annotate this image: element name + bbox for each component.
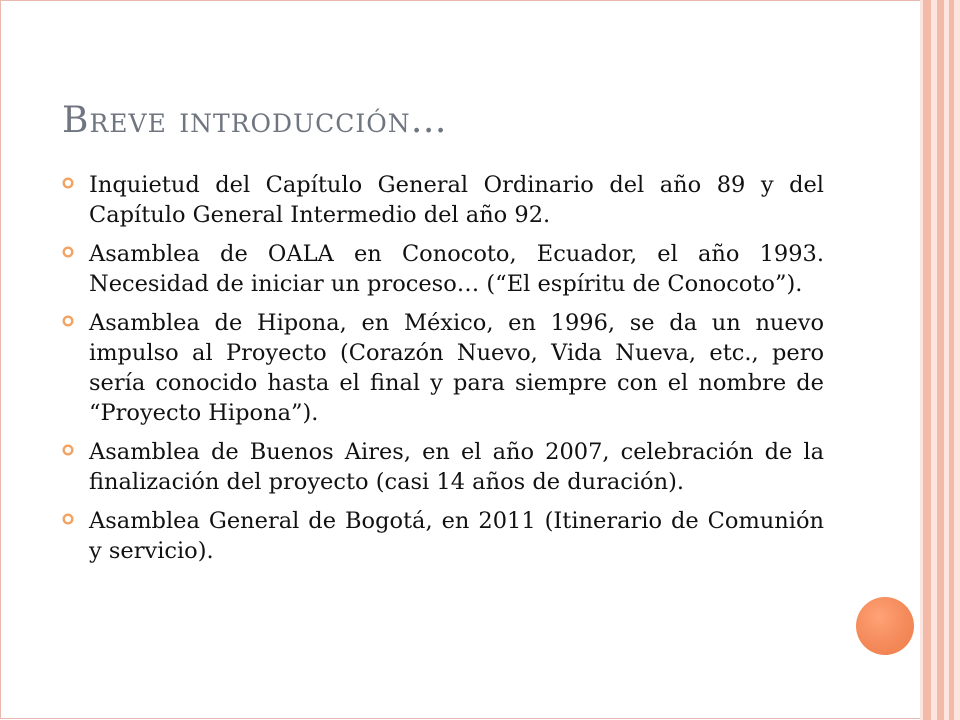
stripe <box>937 0 944 720</box>
decorative-stripes <box>920 0 960 720</box>
bullet-item <box>62 437 824 497</box>
ring-bullet-icon <box>62 246 74 258</box>
bullet-item <box>62 239 824 299</box>
bullet-list <box>62 170 824 575</box>
stripe <box>923 0 931 720</box>
bullet-item <box>62 308 824 428</box>
bullet-text: Asamblea de Hipona, en México, en 1996, se da un nuevo impulso al Proyecto (Corazón Nuevo, Vida Nueva, etc., pero sería conocido hasta el final y para siempre con el nombre de “Proyecto Hipona”). <box>89 310 824 426</box>
stripe <box>949 0 954 720</box>
bullet-text: Asamblea de OALA en Conocoto, Ecuador, el año 1993. Necesidad de iniciar un proceso… (“El espíritu de Conocoto”). <box>89 241 824 297</box>
ring-bullet-icon <box>62 444 74 456</box>
accent-circle <box>856 597 914 655</box>
ring-bullet-icon <box>62 513 74 525</box>
bullet-text: Asamblea de Buenos Aires, en el año 2007, celebración de la finalización del proyecto (casi 14 años de duración). <box>89 439 824 495</box>
bullet-item <box>62 170 824 230</box>
ring-bullet-icon <box>62 177 74 189</box>
bullet-text: Inquietud del Capítulo General Ordinario del año 89 y del Capítulo General Intermedio del año 92. <box>89 172 824 228</box>
ring-bullet-icon <box>62 315 74 327</box>
slide-title: Breve introducción… <box>62 100 448 141</box>
bullet-text: Asamblea General de Bogotá, en 2011 (Itinerario de Comunión y servicio). <box>89 508 824 564</box>
bullet-item <box>62 506 824 566</box>
